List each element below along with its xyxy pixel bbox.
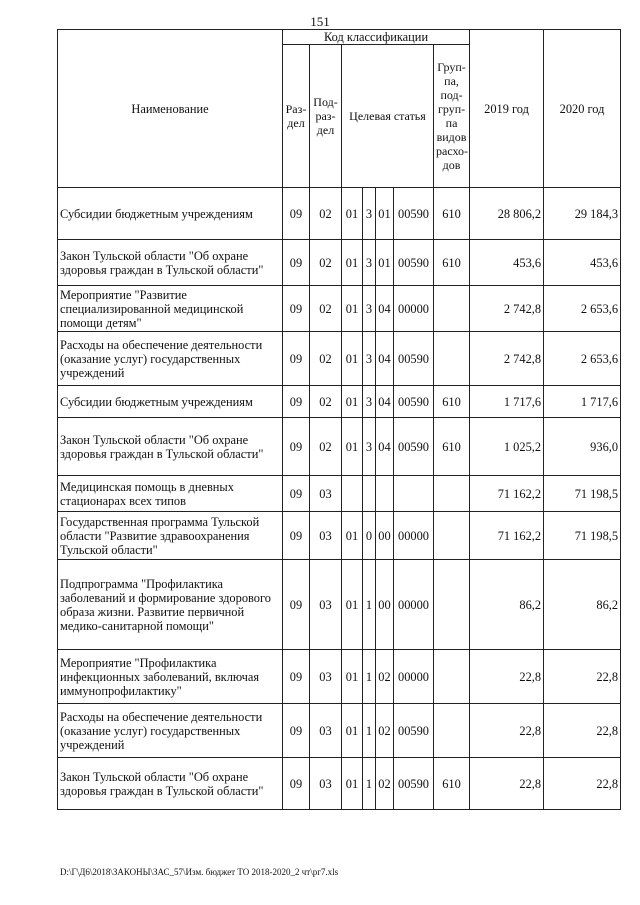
target-event: 04 (376, 286, 394, 332)
amount-2019: 2 742,8 (470, 332, 544, 386)
target-subprogram: 1 (363, 758, 376, 810)
header-target-article: Целевая статья (342, 45, 434, 188)
row-name: Закон Тульской области "Об охране здоровья граждан в Тульской области" (58, 418, 283, 476)
table-row (58, 758, 621, 810)
podrazdel-code: 03 (310, 560, 342, 650)
amount-2019: 28 806,2 (470, 188, 544, 240)
target-direction: 00590 (394, 332, 434, 386)
target-program: 01 (342, 286, 363, 332)
target-program: 01 (342, 704, 363, 758)
razdel-code: 09 (283, 418, 310, 476)
razdel-code: 09 (283, 240, 310, 286)
target-event: 02 (376, 758, 394, 810)
target-event: 04 (376, 418, 394, 476)
amount-2020: 86,2 (544, 560, 621, 650)
target-event: 00 (376, 512, 394, 560)
target-program: 01 (342, 332, 363, 386)
target-program: 01 (342, 418, 363, 476)
podrazdel-code: 02 (310, 332, 342, 386)
target-subprogram: 3 (363, 286, 376, 332)
table-row (58, 240, 621, 286)
target-direction: 00000 (394, 512, 434, 560)
row-name: Субсидии бюджетным учреждениям (58, 188, 283, 240)
razdel-code: 09 (283, 512, 310, 560)
amount-2020: 22,8 (544, 650, 621, 704)
target-subprogram: 1 (363, 704, 376, 758)
table-row (58, 560, 621, 650)
target-event: 01 (376, 240, 394, 286)
target-event: 00 (376, 560, 394, 650)
table-row (58, 512, 621, 560)
target-direction (394, 476, 434, 512)
target-event: 02 (376, 650, 394, 704)
target-program: 01 (342, 386, 363, 418)
expense-group: 610 (434, 418, 470, 476)
expense-group: 610 (434, 240, 470, 286)
table-row (58, 286, 621, 332)
expense-group (434, 476, 470, 512)
row-name: Расходы на обеспечение деятельности (оказание услуг) государственных учреждений (58, 704, 283, 758)
budget-table (57, 29, 621, 810)
razdel-code: 09 (283, 476, 310, 512)
header-expense-group: Груп- па, под- груп- па видов расхо- дов (434, 45, 470, 188)
target-event (376, 476, 394, 512)
amount-2020: 453,6 (544, 240, 621, 286)
amount-2020: 29 184,3 (544, 188, 621, 240)
amount-2020: 22,8 (544, 704, 621, 758)
target-subprogram: 3 (363, 332, 376, 386)
header-classification-code: Код классификации (283, 30, 470, 45)
amount-2019: 453,6 (470, 240, 544, 286)
table-row (58, 332, 621, 386)
table-row (58, 386, 621, 418)
podrazdel-code: 02 (310, 240, 342, 286)
header-2019: 2019 год (470, 30, 544, 188)
podrazdel-code: 03 (310, 650, 342, 704)
amount-2019: 1 025,2 (470, 418, 544, 476)
amount-2019: 22,8 (470, 758, 544, 810)
row-name: Подпрограмма "Профилактика заболеваний и формирование здорового образа жизни. Развитие первичной медико-санитарной помощи" (58, 560, 283, 650)
page-number: 151 (310, 14, 330, 29)
target-subprogram (363, 476, 376, 512)
target-program (342, 476, 363, 512)
razdel-code: 09 (283, 758, 310, 810)
target-subprogram: 1 (363, 650, 376, 704)
expense-group (434, 650, 470, 704)
amount-2020: 936,0 (544, 418, 621, 476)
target-subprogram: 1 (363, 560, 376, 650)
row-name: Мероприятие "Развитие специализированной медицинской помощи детям" (58, 286, 283, 332)
amount-2020: 1 717,6 (544, 386, 621, 418)
expense-group (434, 512, 470, 560)
amount-2020: 2 653,6 (544, 286, 621, 332)
podrazdel-code: 03 (310, 704, 342, 758)
table-row (58, 418, 621, 476)
razdel-code: 09 (283, 560, 310, 650)
target-direction: 00590 (394, 386, 434, 418)
amount-2019: 22,8 (470, 704, 544, 758)
target-direction: 00590 (394, 418, 434, 476)
target-direction: 00000 (394, 650, 434, 704)
amount-2019: 2 742,8 (470, 286, 544, 332)
header-podrazdel: Под- раз- дел (310, 45, 342, 188)
expense-group (434, 704, 470, 758)
target-program: 01 (342, 240, 363, 286)
podrazdel-code: 03 (310, 758, 342, 810)
table-row (58, 650, 621, 704)
target-program: 01 (342, 188, 363, 240)
podrazdel-code: 03 (310, 512, 342, 560)
podrazdel-code: 02 (310, 418, 342, 476)
target-subprogram: 3 (363, 188, 376, 240)
row-name: Закон Тульской области "Об охране здоровья граждан в Тульской области" (58, 240, 283, 286)
podrazdel-code: 02 (310, 188, 342, 240)
target-event: 04 (376, 332, 394, 386)
podrazdel-code: 03 (310, 476, 342, 512)
target-program: 01 (342, 560, 363, 650)
podrazdel-code: 02 (310, 386, 342, 418)
target-event: 04 (376, 386, 394, 418)
header-razdel: Раз- дел (283, 45, 310, 188)
target-direction: 00000 (394, 560, 434, 650)
table-row (58, 188, 621, 240)
target-direction: 00590 (394, 240, 434, 286)
amount-2019: 22,8 (470, 650, 544, 704)
razdel-code: 09 (283, 650, 310, 704)
target-direction: 00590 (394, 704, 434, 758)
target-direction: 00590 (394, 188, 434, 240)
target-program: 01 (342, 758, 363, 810)
header-name: Наименование (58, 30, 283, 188)
target-subprogram: 3 (363, 386, 376, 418)
amount-2019: 86,2 (470, 560, 544, 650)
podrazdel-code: 02 (310, 286, 342, 332)
target-event: 02 (376, 704, 394, 758)
razdel-code: 09 (283, 286, 310, 332)
expense-group (434, 286, 470, 332)
row-name: Медицинская помощь в дневных стационарах всех типов (58, 476, 283, 512)
expense-group (434, 332, 470, 386)
amount-2020: 71 198,5 (544, 512, 621, 560)
expense-group: 610 (434, 758, 470, 810)
expense-group (434, 560, 470, 650)
razdel-code: 09 (283, 332, 310, 386)
target-program: 01 (342, 650, 363, 704)
target-event: 01 (376, 188, 394, 240)
row-name: Мероприятие "Профилактика инфекционных заболеваний, включая иммунопрофилактику" (58, 650, 283, 704)
header-2020: 2020 год (544, 30, 621, 188)
amount-2020: 71 198,5 (544, 476, 621, 512)
file-path-footer: D:\Г\Д6\2018\ЗАКОНЫ\ЗАС_57\Изм. бюджет ТО 2018-2020_2 чт\рг7.xls (60, 867, 339, 877)
target-subprogram: 0 (363, 512, 376, 560)
amount-2019: 71 162,2 (470, 512, 544, 560)
amount-2020: 2 653,6 (544, 332, 621, 386)
target-subprogram: 3 (363, 418, 376, 476)
target-direction: 00590 (394, 758, 434, 810)
row-name: Государственная программа Тульской области "Развитие здравоохранения Тульской области" (58, 512, 283, 560)
row-name: Субсидии бюджетным учреждениям (58, 386, 283, 418)
amount-2020: 22,8 (544, 758, 621, 810)
target-subprogram: 3 (363, 240, 376, 286)
expense-group: 610 (434, 188, 470, 240)
table-row (58, 476, 621, 512)
razdel-code: 09 (283, 704, 310, 758)
expense-group: 610 (434, 386, 470, 418)
amount-2019: 71 162,2 (470, 476, 544, 512)
razdel-code: 09 (283, 386, 310, 418)
razdel-code: 09 (283, 188, 310, 240)
target-program: 01 (342, 512, 363, 560)
table-row (58, 704, 621, 758)
amount-2019: 1 717,6 (470, 386, 544, 418)
target-direction: 00000 (394, 286, 434, 332)
row-name: Расходы на обеспечение деятельности (оказание услуг) государственных учреждений (58, 332, 283, 386)
row-name: Закон Тульской области "Об охране здоровья граждан в Тульской области" (58, 758, 283, 810)
header-row (58, 30, 621, 45)
